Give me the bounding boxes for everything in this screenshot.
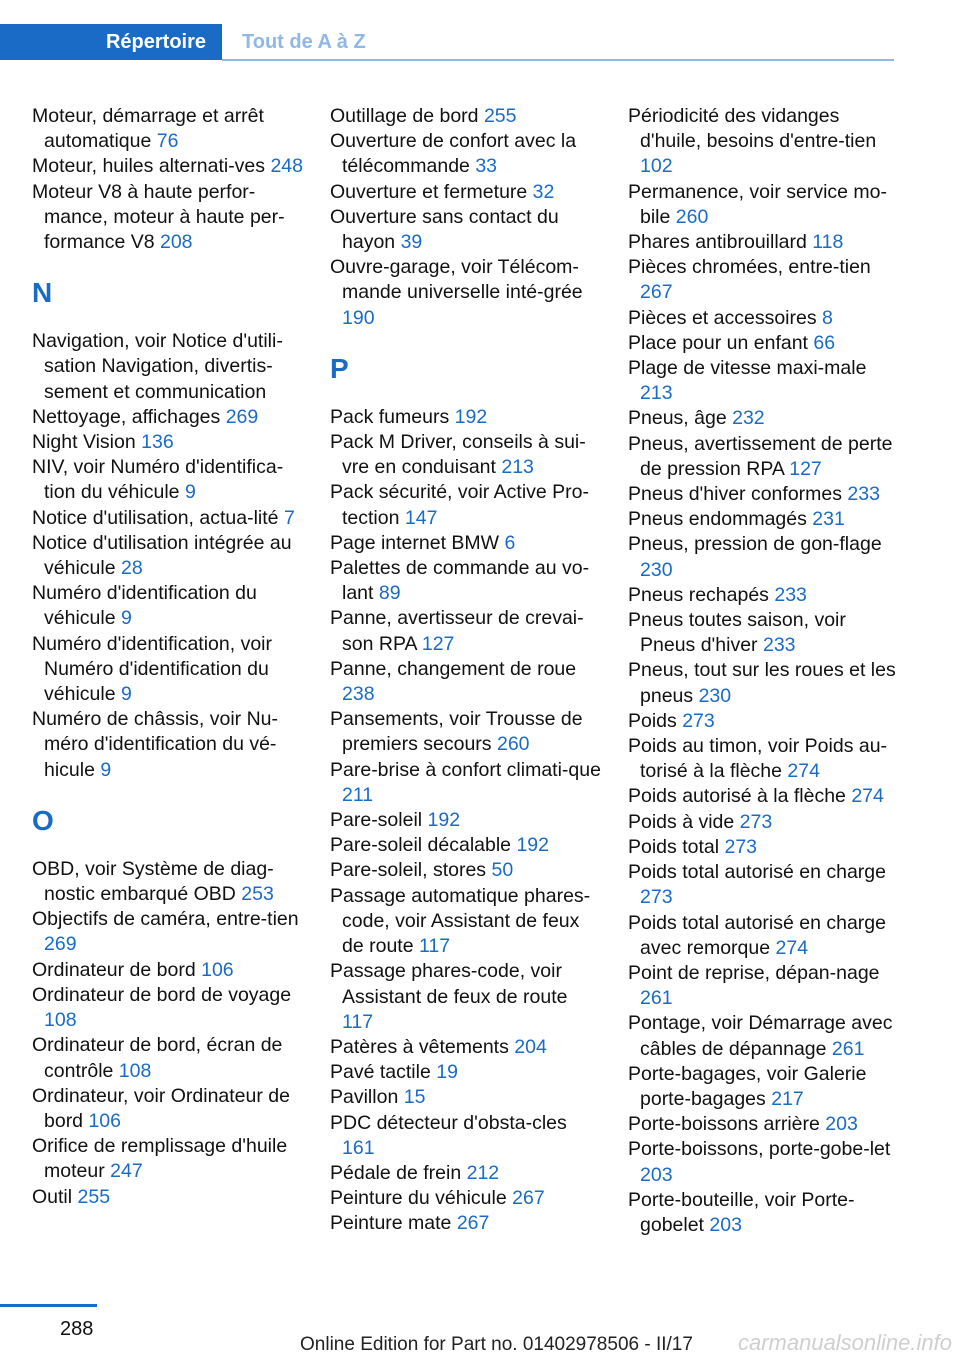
- page-link[interactable]: 269: [44, 933, 77, 956]
- entry-text: Outil: [32, 1185, 73, 1208]
- page-link[interactable]: 203: [640, 1163, 673, 1186]
- page-link[interactable]: 273: [739, 810, 773, 833]
- entry-text: Orifice de remplissage d'huile moteur: [32, 1135, 288, 1183]
- entry-text: Poids: [628, 709, 677, 732]
- index-entry: [32, 1084, 304, 1134]
- entry-text: Périodicité des vidanges d'huile, besoins d'entre-tien: [628, 105, 877, 153]
- index-entry: [628, 432, 900, 482]
- index-entry: [330, 1035, 602, 1060]
- index-entry: [330, 858, 602, 883]
- page-link[interactable]: 217: [771, 1087, 804, 1110]
- index-entry: [628, 1137, 900, 1187]
- page-link[interactable]: 261: [640, 987, 673, 1010]
- page-link[interactable]: 261: [831, 1037, 865, 1060]
- index-entry: [32, 531, 304, 581]
- page-link[interactable]: 230: [640, 558, 673, 581]
- page-link[interactable]: 208: [159, 231, 193, 254]
- index-entry: [330, 1161, 602, 1186]
- index-entry: [32, 405, 304, 430]
- entry-text: Poids total: [628, 835, 720, 858]
- page-link[interactable]: 108: [44, 1009, 77, 1032]
- entry-text: Ordinateur de bord de voyage: [32, 983, 292, 1006]
- entry-text: Pneus endommagés: [628, 508, 807, 531]
- page-link[interactable]: 7: [283, 506, 295, 529]
- page-link[interactable]: 19: [436, 1061, 458, 1084]
- index-entry: [32, 958, 304, 983]
- entry-text: Panne, changement de roue: [330, 657, 577, 680]
- index-entry: [628, 331, 900, 356]
- page-number: 288: [60, 1318, 94, 1340]
- page-link[interactable]: 66: [813, 331, 836, 354]
- index-entry: [330, 129, 602, 179]
- entry-text: Pièces chromées, entre-tien: [628, 256, 871, 279]
- entry-text: Ouverture et fermeture: [330, 180, 528, 203]
- index-entry: [32, 907, 304, 957]
- page-link[interactable]: 273: [724, 835, 758, 858]
- tab-tout-de-a-a-z[interactable]: Tout de A à Z: [242, 30, 366, 53]
- index-column-2: [330, 104, 602, 1237]
- index-column-3: [628, 104, 900, 1238]
- page-link[interactable]: 203: [825, 1113, 858, 1136]
- page-link[interactable]: 50: [491, 859, 514, 882]
- index-entry: [32, 1033, 304, 1083]
- index-entry: [628, 230, 900, 255]
- page-link[interactable]: 273: [682, 709, 715, 732]
- index-entry: [32, 455, 304, 505]
- entry-text: Pneus rechapés: [628, 583, 769, 606]
- index-entry: [330, 405, 602, 430]
- index-entry: [628, 658, 900, 708]
- page-link[interactable]: 255: [483, 105, 517, 127]
- page-link[interactable]: 269: [225, 405, 259, 428]
- index-entry: [628, 583, 900, 608]
- index-entry: [628, 180, 900, 230]
- entry-text: Numéro d'identification, voir Numéro d'identification du véhicule: [32, 632, 272, 706]
- index-entry: [32, 1185, 304, 1210]
- entry-text: Navigation, voir Notice d'utili-sation Navigation, divertis-sement et communication: [32, 330, 283, 403]
- entry-text: Porte-bouteille, voir Porte-gobelet: [628, 1188, 855, 1236]
- entry-text: Plage de vitesse maxi-male: [628, 357, 867, 380]
- index-entry: [628, 860, 900, 910]
- entry-text: Poids autorisé à la flèche: [628, 785, 846, 808]
- page-link[interactable]: 260: [675, 205, 709, 228]
- index-entry: [32, 707, 304, 783]
- index-entry: [628, 356, 900, 406]
- index-entry: [628, 1188, 900, 1238]
- header-bar: [0, 0, 894, 62]
- index-entry: [628, 608, 900, 658]
- entry-text: Poids au timon, voir Poids au-torisé à la flèche: [628, 735, 888, 783]
- entry-text: Moteur, démarrage et arrêt automatique: [32, 105, 264, 153]
- entry-text: Porte-boissons, porte-gobe-let: [628, 1138, 891, 1161]
- page-link[interactable]: 8: [822, 306, 833, 329]
- index-entry: [628, 1011, 900, 1061]
- entry-text: Pontage, voir Démarrage avec câbles de dépannage: [628, 1012, 893, 1060]
- entry-text: Passage automatique phares-code, voir Assistant de feux de route: [330, 884, 591, 958]
- page-link[interactable]: 89: [378, 582, 401, 605]
- index-entry: [628, 482, 900, 507]
- page-link[interactable]: 32: [532, 180, 555, 203]
- page-link[interactable]: 127: [421, 632, 455, 655]
- index-entry: [330, 531, 602, 556]
- entry-text: Pneus, avertissement de perte de pression RPA: [628, 432, 893, 480]
- entry-text: Pansements, voir Trousse de premiers secours: [330, 708, 583, 756]
- page-link[interactable]: 127: [789, 457, 822, 480]
- entry-text: Pack M Driver, conseils à sui-vre en conduisant: [330, 431, 586, 479]
- footer-divider: [0, 1304, 97, 1307]
- entry-text: Place pour un enfant: [628, 331, 808, 354]
- page-link[interactable]: 136: [141, 431, 174, 454]
- page-link[interactable]: 33: [475, 155, 498, 178]
- index-entry: [628, 810, 900, 835]
- page-link[interactable]: 255: [77, 1185, 111, 1208]
- index-entry: [330, 255, 602, 331]
- index-entry: [330, 808, 602, 833]
- page-link[interactable]: 253: [241, 883, 274, 906]
- index-entry: [330, 1111, 602, 1161]
- index-entry: [330, 556, 602, 606]
- index-entry: [32, 1134, 304, 1184]
- entry-text: Phares antibrouillard: [628, 231, 807, 254]
- page-link[interactable]: 231: [812, 508, 845, 531]
- entry-text: Pack sécurité, voir Active Pro-tection: [330, 481, 590, 529]
- index-entry: [628, 406, 900, 431]
- section-letter: P: [330, 352, 349, 384]
- entry-text: Palettes de commande au vo-lant: [330, 557, 590, 605]
- index-entry: [330, 606, 602, 656]
- page-link[interactable]: 203: [709, 1213, 742, 1236]
- page-link[interactable]: 238: [342, 683, 375, 706]
- entry-text: Pédale de frein: [330, 1161, 462, 1184]
- page-link[interactable]: 192: [516, 834, 549, 857]
- entry-text: Poids à vide: [628, 810, 735, 833]
- entry-text: NIV, voir Numéro d'identifica-tion du véhicule: [32, 456, 284, 504]
- page-link[interactable]: 233: [847, 483, 880, 506]
- index-entry: [32, 506, 304, 531]
- page-link[interactable]: 102: [640, 155, 673, 178]
- entry-text: Point de reprise, dépan-nage: [628, 961, 880, 984]
- entry-text: Peinture mate: [330, 1212, 452, 1235]
- index-entry: [32, 430, 304, 455]
- index-entry: [330, 1211, 602, 1236]
- entry-text: Numéro de châssis, voir Nu-méro d'identification du vé-hicule: [32, 708, 278, 781]
- entry-text: OBD, voir Système de diag-nostic embarqué OBD: [32, 857, 274, 906]
- page-link[interactable]: 232: [732, 407, 765, 430]
- index-entry: [330, 758, 602, 808]
- page-link[interactable]: 204: [514, 1035, 547, 1058]
- entry-text: Ouverture de confort avec la télécommande: [330, 130, 577, 178]
- index-entry: [32, 329, 304, 405]
- entry-text: Pare-soleil, stores: [330, 859, 487, 882]
- entry-text: Nettoyage, affichages: [32, 405, 221, 428]
- page-link[interactable]: 161: [342, 1136, 375, 1159]
- tab-repertoire[interactable]: Répertoire: [0, 24, 222, 60]
- entry-text: Outillage de bord: [330, 105, 479, 127]
- index-entry: [330, 480, 602, 530]
- page-link[interactable]: 230: [698, 684, 732, 707]
- index-entry: [628, 1062, 900, 1112]
- page-link[interactable]: 9: [184, 481, 196, 504]
- index-entry: [330, 430, 602, 480]
- page-link[interactable]: 267: [512, 1187, 545, 1210]
- index-entry: [330, 104, 602, 129]
- index-entry: [330, 707, 602, 757]
- index-entry: [330, 1060, 602, 1085]
- page-link[interactable]: 211: [342, 783, 374, 806]
- entry-text: Pneus, âge: [628, 407, 727, 430]
- entry-text: Moteur V8 à haute perfor-mance, moteur à haute per-formance V8: [32, 180, 285, 254]
- page-link[interactable]: 9: [100, 758, 112, 781]
- entry-text: Ouvre-garage, voir Télécom-mande universelle inté-grée: [330, 256, 583, 304]
- index-entry: [32, 104, 304, 154]
- page-link[interactable]: 274: [851, 785, 884, 808]
- entry-text: Passage phares-code, voir Assistant de feux de route: [330, 960, 568, 1008]
- entry-text: Pare-brise à confort climati-que: [330, 758, 601, 781]
- entry-text: Numéro d'identification du véhicule: [32, 582, 257, 630]
- entry-text: Pavillon: [330, 1086, 399, 1109]
- index-entry: [330, 833, 602, 858]
- entry-text: Peinture du véhicule: [330, 1187, 507, 1210]
- entry-text: Pavé tactile: [330, 1061, 431, 1084]
- index-entry: [32, 154, 304, 179]
- index-entry: [628, 911, 900, 961]
- page-link[interactable]: 273: [640, 886, 673, 909]
- page-link[interactable]: 260: [496, 733, 530, 756]
- index-entry: [32, 857, 304, 907]
- index-entry: [330, 180, 602, 205]
- index-entry: [628, 784, 900, 809]
- index-entry: [330, 657, 602, 707]
- index-entry: [330, 959, 602, 1035]
- index-entry: [628, 255, 900, 305]
- entry-text: Pare-soleil: [330, 809, 423, 832]
- page-link[interactable]: 106: [88, 1109, 121, 1132]
- entry-text: Patères à vêtements: [330, 1035, 509, 1058]
- index-entry: [628, 709, 900, 734]
- index-entry: [330, 884, 602, 960]
- entry-text: Ordinateur de bord: [32, 958, 196, 981]
- index-entry: [628, 104, 900, 180]
- index-entry: [628, 835, 900, 860]
- page-link[interactable]: 212: [466, 1161, 500, 1184]
- entry-text: Poids total autorisé en charge avec remorque: [628, 911, 886, 959]
- edition-note: Online Edition for Part no. 01402978506 - II/17: [300, 1334, 693, 1355]
- page-link[interactable]: 108: [118, 1059, 152, 1082]
- page-link[interactable]: 213: [501, 456, 534, 479]
- index-entry: [628, 306, 900, 331]
- page-link[interactable]: 118: [812, 231, 844, 254]
- entry-text: Porte-boissons arrière: [628, 1113, 820, 1136]
- page-link[interactable]: 267: [456, 1212, 490, 1235]
- page-link[interactable]: 147: [404, 506, 438, 529]
- entry-text: Pack fumeurs: [330, 405, 450, 428]
- entry-text: Panne, avertisseur de crevai-son RPA: [330, 607, 584, 655]
- entry-text: Pneus toutes saison, voir Pneus d'hiver: [628, 609, 846, 657]
- page-link[interactable]: 117: [342, 1010, 374, 1033]
- index-entry: [628, 507, 900, 532]
- page-link[interactable]: 248: [270, 155, 303, 178]
- page-link[interactable]: 39: [400, 231, 423, 254]
- index-entry: [32, 632, 304, 708]
- entry-text: Moteur, huiles alternati-ves: [32, 155, 266, 178]
- page-link[interactable]: 9: [120, 683, 132, 706]
- page-link[interactable]: 28: [120, 557, 143, 580]
- index-entry: [628, 734, 900, 784]
- page-link[interactable]: 192: [427, 809, 461, 832]
- entry-text: Pneus, pression de gon-flage: [628, 533, 882, 556]
- index-entry: [32, 581, 304, 631]
- page-link[interactable]: 6: [504, 531, 516, 554]
- entry-text: Pneus, tout sur les roues et les pneus: [628, 659, 896, 707]
- entry-text: Pneus d'hiver conformes: [628, 483, 842, 506]
- page-link[interactable]: 233: [774, 583, 807, 606]
- entry-text: Ouverture sans contact du hayon: [330, 205, 559, 254]
- page-link[interactable]: 274: [775, 936, 809, 959]
- entry-text: Objectifs de caméra, entre-tien: [32, 908, 299, 931]
- section-letter: O: [32, 804, 54, 836]
- entry-text: Permanence, voir service mo-bile: [628, 180, 888, 228]
- page-link[interactable]: 213: [640, 382, 673, 405]
- entry-text: PDC détecteur d'obsta-cles: [330, 1111, 567, 1134]
- index-entry: [330, 205, 602, 255]
- entry-text: Notice d'utilisation intégrée au véhicule: [32, 531, 292, 580]
- index-entry: [628, 532, 900, 582]
- entry-text: Poids total autorisé en charge: [628, 861, 886, 884]
- index-entry: [628, 961, 900, 1011]
- page-link[interactable]: 15: [403, 1086, 426, 1109]
- page-link[interactable]: 117: [418, 935, 451, 958]
- page-link[interactable]: 106: [201, 958, 234, 981]
- entry-text: Night Vision: [32, 431, 136, 454]
- entry-text: Page internet BMW: [330, 531, 500, 554]
- header-divider: [222, 59, 894, 61]
- page-link[interactable]: 192: [454, 405, 488, 428]
- entry-text: Porte-bagages, voir Galerie porte-bagages: [628, 1062, 867, 1110]
- page-link[interactable]: 233: [762, 634, 796, 657]
- entry-text: Pare-soleil décalable: [330, 834, 512, 857]
- page-link[interactable]: 9: [120, 607, 132, 630]
- watermark: carmanualsonline.info: [737, 1330, 952, 1355]
- page-link[interactable]: 247: [110, 1160, 143, 1183]
- index-entry: [330, 1085, 602, 1110]
- entry-text: Ordinateur de bord, écran de contrôle: [32, 1034, 283, 1082]
- section-letter: N: [32, 277, 53, 309]
- entry-text: Pièces et accessoires: [628, 306, 817, 329]
- entry-text: Ordinateur, voir Ordinateur de bord: [32, 1084, 290, 1132]
- page-link[interactable]: 190: [342, 306, 375, 329]
- index-entry: [330, 1186, 602, 1211]
- index-column-1: [32, 104, 304, 1210]
- page-link[interactable]: 274: [787, 760, 820, 783]
- entry-text: Notice d'utilisation, actua-lité: [32, 506, 279, 529]
- index-entry: [628, 1112, 900, 1137]
- index-entry: [32, 983, 304, 1033]
- page-link[interactable]: 267: [640, 281, 673, 304]
- page-link[interactable]: 76: [156, 130, 179, 153]
- index-entry: [32, 180, 304, 256]
